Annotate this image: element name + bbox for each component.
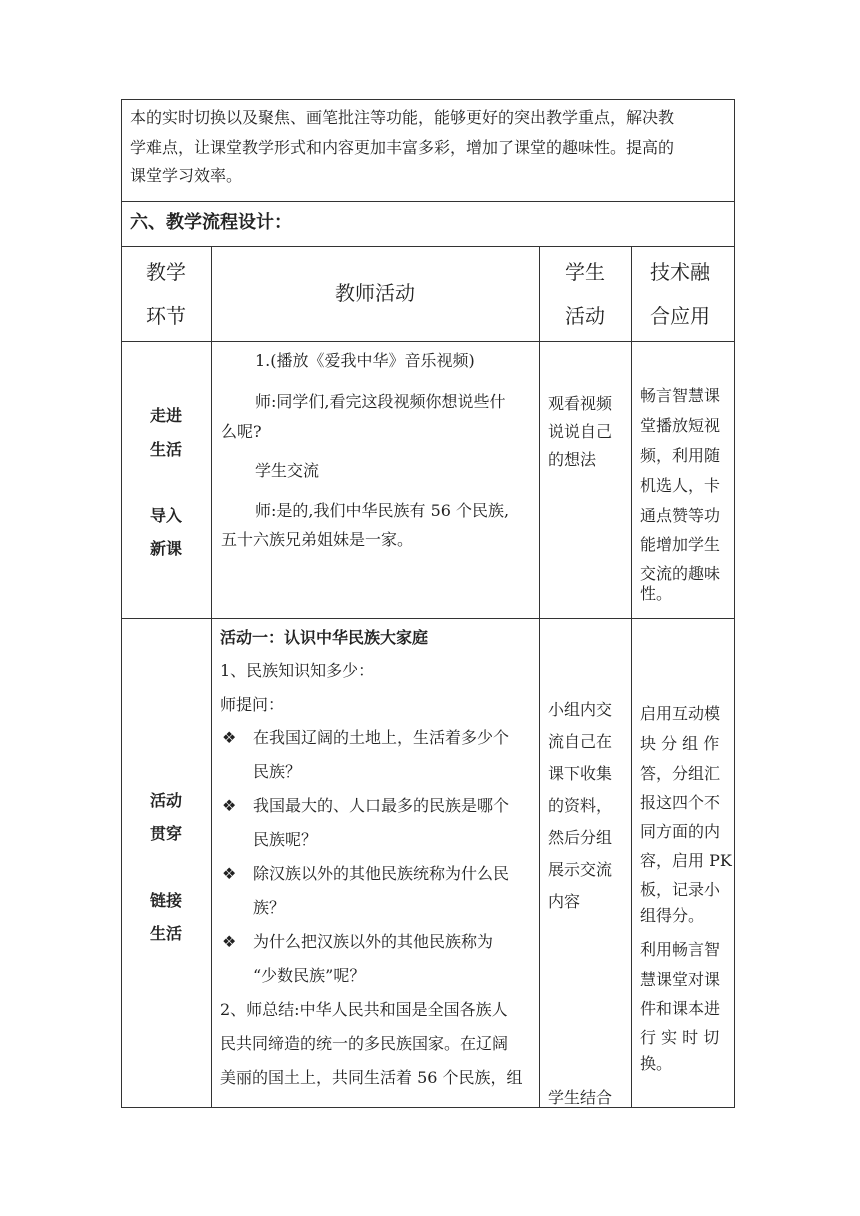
table-border-top	[121, 99, 735, 100]
header-teacher-activity: 教师活动	[335, 281, 415, 305]
tech-text: 利用畅言智	[640, 940, 721, 959]
header-tech-application: 技术融	[650, 260, 710, 284]
student-activity-text: 学生结合	[548, 1088, 613, 1107]
column-divider	[631, 246, 632, 1108]
tech-text: 件和课本进	[640, 999, 721, 1018]
tech-text: 同方面的内	[640, 822, 721, 841]
phase-label: 走进	[150, 406, 183, 425]
question-text: 民族呢？	[253, 830, 318, 849]
question-text: 为什么把汉族以外的其他民族称为	[253, 932, 494, 951]
tech-text: 行 实 时 切	[640, 1028, 720, 1047]
teacher-text: 师提问：	[220, 695, 285, 714]
question-text: “少数民族”呢？	[253, 966, 366, 985]
intro-line: 课堂学习效率。	[130, 166, 243, 185]
bullet-icon: ❖	[222, 796, 237, 815]
tech-text: 堂播放短视	[640, 416, 721, 435]
question-text: 我国最大的、人口最多的民族是哪个	[253, 796, 510, 815]
tech-text: 能增加学生	[640, 535, 721, 554]
teacher-text: 师:同学们,看完这段视频你想说些什	[255, 392, 506, 411]
tech-text: 性。	[640, 584, 673, 603]
teacher-text: 民共同缔造的统一的多民族国家。在辽阔	[220, 1034, 509, 1053]
activity-title: 活动一：认识中华民族大家庭	[220, 628, 429, 647]
student-activity-text: 流自己在	[548, 732, 613, 751]
intro-line: 本的实时切换以及聚焦、画笔批注等功能，能够更好的突出教学重点，解决教	[130, 108, 675, 127]
tech-text: 容，启用 PK	[640, 851, 732, 870]
tech-text: 板，记录小	[640, 880, 721, 899]
student-activity-text: 展示交流	[548, 860, 613, 879]
row-divider	[121, 341, 735, 342]
teacher-text: 美丽的国土上，共同生活着 56 个民族，组	[220, 1068, 523, 1087]
student-activity-text: 小组内交	[548, 700, 613, 719]
section-title: 六、教学流程设计：	[130, 212, 292, 233]
tech-text: 交流的趣味	[640, 564, 721, 583]
student-activity-text: 然后分组	[548, 828, 613, 847]
teacher-text: 2、师总结:中华人民共和国是全国各族人	[220, 1000, 508, 1019]
tech-text: 通点赞等功	[640, 506, 721, 525]
phase-label: 新课	[150, 539, 183, 558]
bullet-icon: ❖	[222, 932, 237, 951]
tech-text: 畅言智慧课	[640, 386, 721, 405]
row-divider	[121, 201, 735, 202]
header-tech-application: 合应用	[650, 304, 710, 328]
tech-text: 慧课堂对课	[640, 970, 721, 989]
teacher-text: 1、民族知识知多少：	[220, 661, 375, 680]
tech-text: 机选人，卡	[640, 476, 721, 495]
table-border-bottom	[121, 1107, 735, 1108]
bullet-icon: ❖	[222, 728, 237, 747]
header-student-activity: 学生	[565, 260, 605, 284]
tech-text: 换。	[640, 1054, 673, 1073]
header-student-activity: 活动	[565, 304, 605, 328]
table-border-right	[734, 99, 735, 1108]
question-text: 民族？	[253, 762, 302, 781]
tech-text: 报这四个不	[640, 793, 721, 812]
teacher-text: 学生交流	[255, 461, 320, 480]
column-divider	[539, 246, 540, 1108]
tech-text: 启用互动模	[640, 704, 721, 723]
phase-label: 贯穿	[150, 824, 183, 843]
question-text: 在我国辽阔的土地上，生活着多少个	[253, 728, 510, 747]
column-divider	[211, 246, 212, 1108]
header-phase: 教学	[146, 260, 186, 284]
student-activity-text: 观看视频	[548, 394, 613, 413]
student-activity-text: 说说自己	[548, 422, 613, 441]
phase-label: 生活	[150, 440, 183, 459]
phase-label: 链接	[150, 891, 183, 910]
row-divider	[121, 618, 735, 619]
intro-line: 学难点，让课堂教学形式和内容更加丰富多彩，增加了课堂的趣味性。提高的	[130, 138, 675, 157]
tech-text: 组得分。	[640, 906, 705, 925]
student-activity-text: 的想法	[548, 450, 597, 469]
teacher-text: 师:是的,我们中华民族有 56 个民族,	[255, 501, 510, 520]
student-activity-text: 内容	[548, 892, 581, 911]
tech-text: 频，利用随	[640, 446, 721, 465]
row-divider	[121, 246, 735, 247]
teacher-text: 么呢?	[221, 422, 262, 441]
phase-label: 导入	[150, 506, 183, 525]
bullet-icon: ❖	[222, 864, 237, 883]
tech-text: 答，分组汇	[640, 764, 721, 783]
student-activity-text: 课下收集	[548, 764, 613, 783]
table-border-left	[121, 99, 122, 1108]
phase-label: 生活	[150, 924, 183, 943]
teacher-text: 1.(播放《爱我中华》音乐视频)	[255, 351, 475, 370]
question-text: 族？	[253, 898, 286, 917]
question-text: 除汉族以外的其他民族统称为什么民	[253, 864, 510, 883]
phase-label: 活动	[150, 791, 183, 810]
header-phase: 环节	[146, 304, 186, 328]
student-activity-text: 的资料，	[548, 796, 613, 815]
tech-text: 块 分 组 作	[640, 734, 720, 753]
teacher-text: 五十六族兄弟姐妹是一家。	[221, 530, 414, 549]
